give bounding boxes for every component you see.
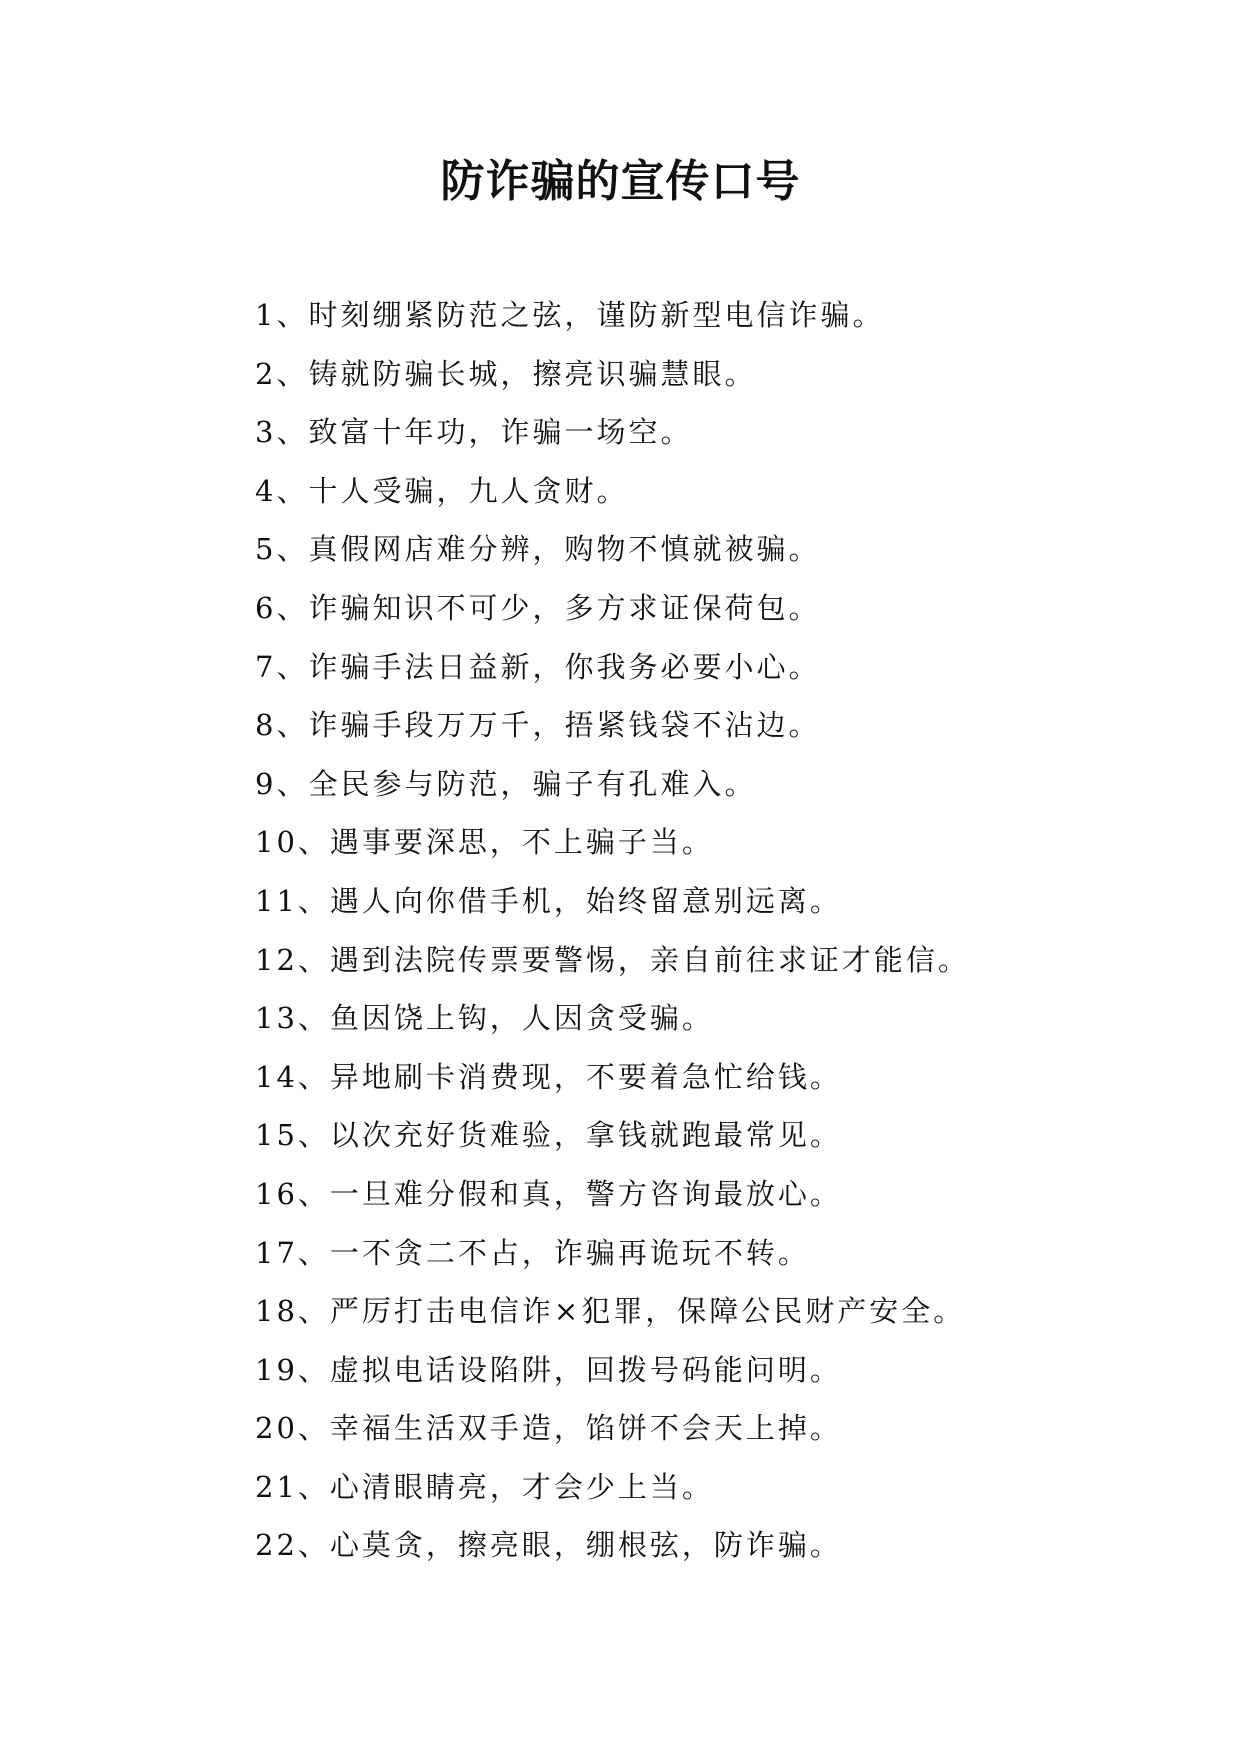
slogan-item: 19、虚拟电话设陷阱，回拨号码能问明。 bbox=[255, 1352, 842, 1387]
slogan-item: 17、一不贪二不占，诈骗再诡玩不转。 bbox=[255, 1235, 810, 1270]
slogan-item: 21、心清眼睛亮，才会少上当。 bbox=[255, 1469, 714, 1504]
slogan-item: 16、一旦难分假和真，警方咨询最放心。 bbox=[255, 1176, 842, 1211]
document-title: 防诈骗的宣传口号 bbox=[440, 156, 801, 207]
slogan-item: 3、致富十年功，诈骗一场空。 bbox=[255, 415, 693, 450]
slogan-item: 20、幸福生活双手造，馅饼不会天上掉。 bbox=[255, 1411, 842, 1446]
slogan-item: 22、心莫贪，擦亮眼，绷根弦，防诈骗。 bbox=[255, 1528, 842, 1563]
slogan-list bbox=[255, 286, 1215, 1575]
slogan-item: 12、遇到法院传票要警惕，亲自前往求证才能信。 bbox=[255, 942, 970, 977]
slogan-item: 11、遇人向你借手机，始终留意别远离。 bbox=[255, 883, 842, 918]
slogan-item: 7、诈骗手法日益新，你我务必要小心。 bbox=[255, 649, 821, 684]
slogan-item: 13、鱼因饶上钩，人因贪受骗。 bbox=[255, 1001, 714, 1036]
slogan-item: 4、十人受骗，九人贪财。 bbox=[255, 473, 629, 508]
slogan-item: 15、以次充好货难验，拿钱就跑最常见。 bbox=[255, 1118, 842, 1153]
slogan-item: 9、全民参与防范，骗子有孔难入。 bbox=[255, 766, 757, 801]
slogan-item: 14、异地刷卡消费现，不要着急忙给钱。 bbox=[255, 1059, 842, 1094]
slogan-item: 1、时刻绷紧防范之弦，谨防新型电信诈骗。 bbox=[255, 298, 885, 332]
slogan-item: 18、严厉打击电信诈×犯罪，保障公民财产安全。 bbox=[255, 1294, 966, 1329]
slogan-item: 8、诈骗手段万万千，捂紧钱袋不沾边。 bbox=[255, 708, 821, 743]
slogan-item: 5、真假网店难分辨，购物不慎就被骗。 bbox=[255, 532, 821, 567]
slogan-item: 10、遇事要深思，不上骗子当。 bbox=[255, 825, 714, 860]
slogan-item: 2、铸就防骗长城，擦亮识骗慧眼。 bbox=[255, 356, 757, 391]
slogan-item: 6、诈骗知识不可少，多方求证保荷包。 bbox=[255, 590, 821, 625]
